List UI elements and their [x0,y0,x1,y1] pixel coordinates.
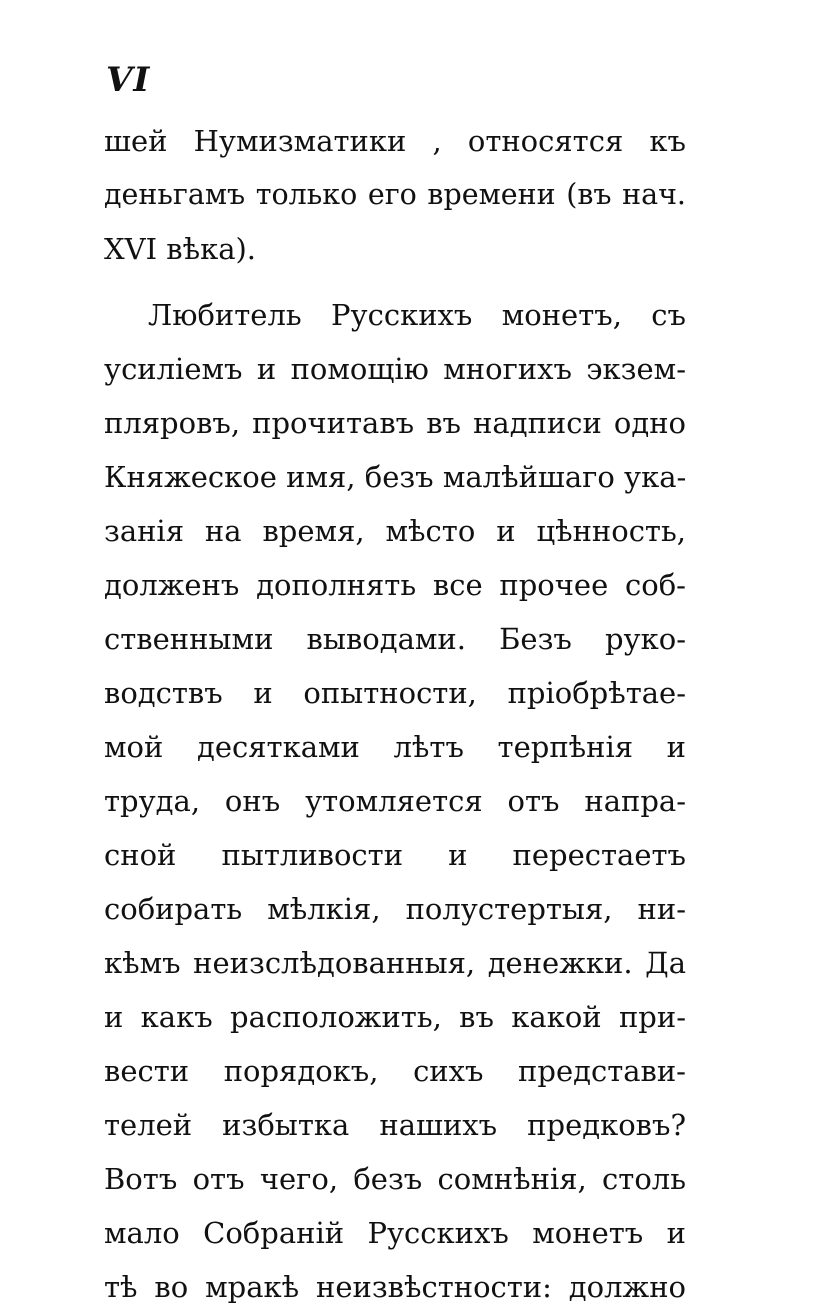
text-line: водствъ и опытности, пріобрѣтае- [104,676,686,710]
text-line: труда, онъ утомляется отъ напра- [104,784,686,818]
text-line: долженъ дополнять все прочее соб- [104,568,686,602]
paragraph-2 [104,288,686,1314]
text-line: деньгамъ только его времени (въ нач. [104,178,686,211]
text-line: мой десятками лѣтъ терпѣнія и [104,730,686,764]
text-line: и какъ расположить, въ какой при- [104,1000,686,1034]
text-line: ственными выводами. Безъ руко- [104,622,686,656]
paragraph-gap [104,276,686,288]
text-line: усиліемъ и помощію многихъ экзем- [104,352,686,386]
text-line: собирать мѣлкія, полустертыя, ни- [104,892,686,926]
text-line: сной пытливости и перестаетъ [104,838,686,872]
page-number: VI [106,60,151,100]
text-line: Княжеское имя, безъ малѣйшаго ука- [104,460,687,494]
text-line: Вотъ отъ чего, безъ сомнѣнія, столь [104,1162,686,1196]
text-line: вести порядокъ, сихъ представи- [104,1054,686,1088]
body-text [104,114,686,1314]
text-line: мало Собраній Русскихъ монетъ и [104,1216,686,1250]
text-line: телей избытка нашихъ предковъ? [104,1108,686,1142]
text-line: тѣ во мракѣ неизвѣстности: должно [104,1270,686,1304]
text-line: пляровъ, прочитавъ въ надписи одно [104,406,686,440]
text-line: XVI вѣка). [104,232,257,266]
text-line: шей Нумизматики , относятся къ [104,124,686,158]
text-line: Любитель Русскихъ монетъ, съ [148,298,686,332]
paragraph-1 [104,114,686,276]
text-line: занія на время, мѣсто и цѣнность, [104,514,686,548]
text-line: кѣмъ неизслѣдованныя, денежки. Да [104,946,686,980]
